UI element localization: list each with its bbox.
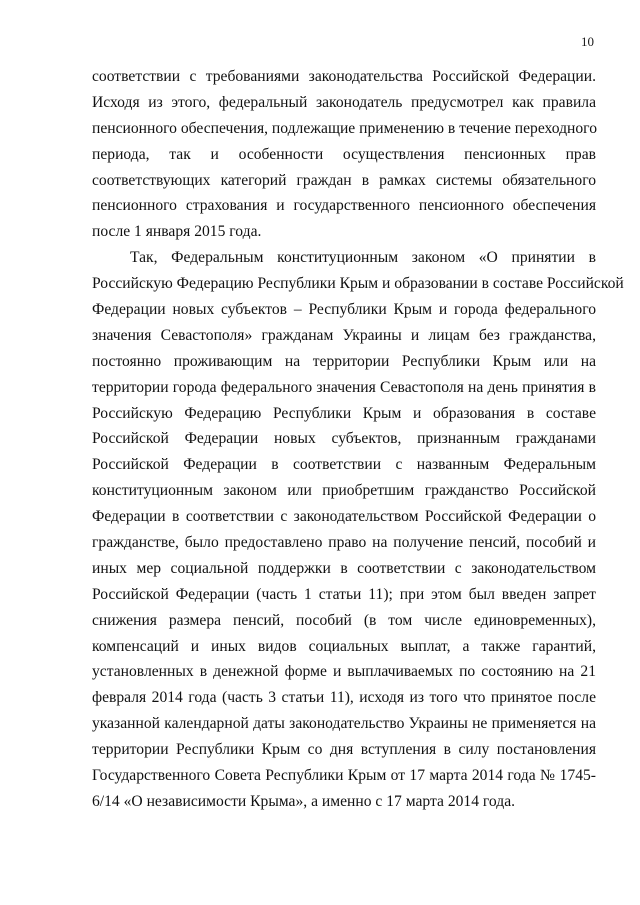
text-line: пенсионного обеспечения, подлежащие применению в течение переходного bbox=[92, 119, 597, 137]
text-line: Российскую Федерацию Республики Крым и образования в составе bbox=[92, 404, 596, 422]
text-line: после 1 января 2015 года. bbox=[92, 223, 262, 241]
text-line: февраля 2014 года (часть 3 статьи 11), исходя из того что принятое после bbox=[92, 689, 596, 707]
text-line: Российской Федерации (часть 1 статьи 11); при этом был введен запрет bbox=[92, 585, 596, 603]
text-line: указанной календарной даты законодательство Украины не применяется на bbox=[92, 715, 596, 733]
text-line: Исходя из этого, федеральный законодатель предусмотрел как правила bbox=[92, 93, 596, 111]
text-line: Российской Федерации в соответствии с названным Федеральным bbox=[92, 456, 596, 474]
text-line: соответствующих категорий граждан в рамках системы обязательного bbox=[92, 171, 596, 189]
text-line: Российскую Федерацию Республики Крым и образовании в составе Российской bbox=[92, 275, 624, 293]
paragraph bbox=[92, 64, 596, 245]
text-line: пенсионного страхования и государственного пенсионного обеспечения bbox=[92, 197, 596, 215]
page-number: 10 bbox=[581, 34, 594, 49]
text-line: Государственного Совета Республики Крым от 17 марта 2014 года № 1745- bbox=[92, 767, 596, 785]
text-line: Федерации в соответствии с законодательством Российской Федерации о bbox=[92, 508, 596, 526]
text-line: 6/14 «О независимости Крыма», а именно с 17 марта 2014 года. bbox=[92, 792, 516, 810]
text-line: снижения размера пенсий, пособий (в том числе единовременных), bbox=[92, 611, 596, 629]
text-line: соответствии с требованиями законодательства Российской Федерации. bbox=[92, 68, 596, 85]
text-line: Российской Федерации новых субъектов, признанным гражданами bbox=[92, 430, 596, 448]
text-line: периода, так и особенности осуществления пенсионных прав bbox=[92, 145, 596, 163]
text-line: конституционным законом или приобретшим гражданство Российской bbox=[92, 482, 596, 500]
text-line: иных мер социальной поддержки в соответствии с законодательством bbox=[92, 559, 596, 577]
text-line: Так, Федеральным конституционным законом «О принятии в bbox=[130, 249, 596, 267]
text-line: установленных в денежной форме и выплачиваемых по состоянию на 21 bbox=[92, 663, 596, 681]
text-line: значения Севастополя» гражданам Украины и лицам без гражданства, bbox=[92, 326, 596, 344]
text-line: территории Республики Крым со дня вступления в силу постановления bbox=[92, 741, 596, 759]
document-body bbox=[92, 64, 624, 815]
text-line: постоянно проживающим на территории Республики Крым или на bbox=[92, 352, 596, 370]
text-line: Федерации новых субъектов – Республики Крым и города федерального bbox=[92, 301, 596, 319]
paragraph bbox=[92, 245, 624, 815]
text-line: территории города федерального значения Севастополя на день принятия в bbox=[92, 378, 596, 396]
text-line: компенсаций и иных видов социальных выплат, а также гарантий, bbox=[92, 637, 596, 655]
text-line: гражданстве, было предоставлено право на получение пенсий, пособий и bbox=[92, 534, 596, 552]
